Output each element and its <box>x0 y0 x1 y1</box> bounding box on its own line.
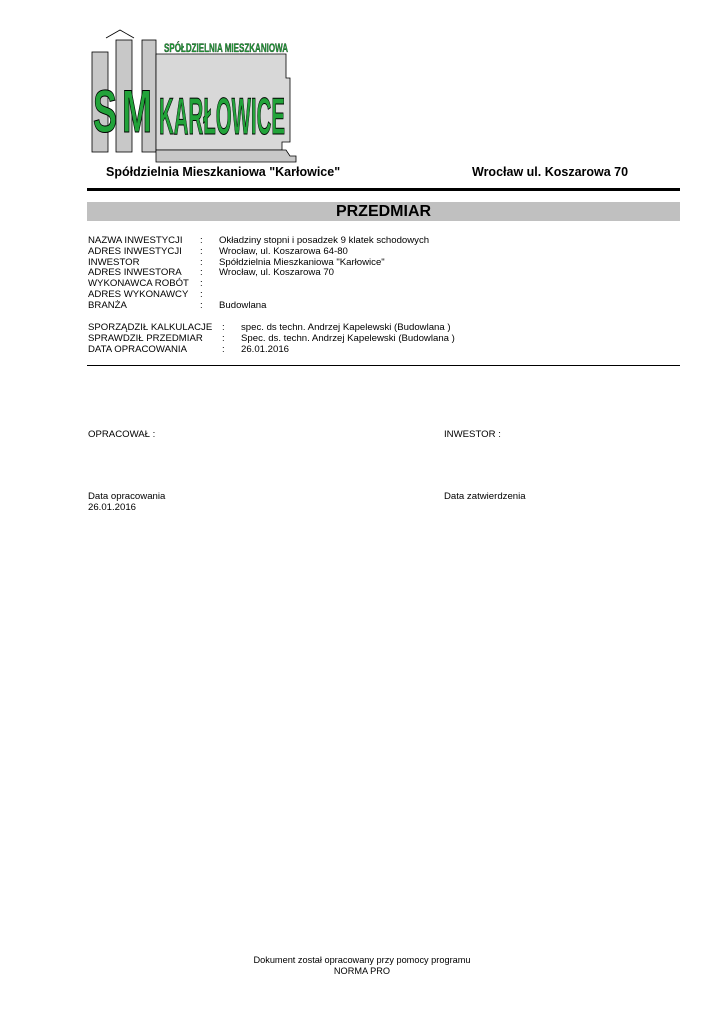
logo-letter-s: S <box>93 78 117 145</box>
info-separator: : <box>222 322 225 333</box>
info-label: ADRES INWESTYCJI <box>88 245 182 257</box>
info-label: WYKONAWCA ROBÓT <box>88 278 189 290</box>
investor-label: INWESTOR : <box>444 429 501 440</box>
info-separator: : <box>200 278 203 290</box>
footer-line: Dokument został opracowany przy pomocy programu <box>253 955 471 965</box>
investment-info <box>88 236 429 312</box>
logo-name: KARŁOWICE <box>159 88 285 146</box>
date-prepared-value: 26.01.2016 <box>88 502 137 513</box>
logo-top-text: SPÓŁDZIELNIA MIESZKANIOWA <box>164 41 350 55</box>
company-name: Spółdzielnia Mieszkaniowa "Karłowice" <box>106 165 341 179</box>
page-title: PRZEDMIAR <box>87 202 680 221</box>
info-label: NAZWA INWESTYCJI <box>88 235 183 246</box>
company-logo <box>86 30 350 166</box>
info-value: Wrocław, ul. Koszarowa 64-80 <box>219 245 348 257</box>
date-prepared-label: Data opracowania <box>88 491 166 502</box>
info-separator: : <box>200 256 203 268</box>
info-separator: : <box>222 332 225 344</box>
info-label: ADRES INWESTORA <box>88 267 182 279</box>
info-value: Budowlana <box>219 299 267 311</box>
info-label: BRANŻA <box>88 299 127 311</box>
info-label: ADRES WYKONAWCY <box>88 288 189 300</box>
info-label: SPRAWDZIŁ PRZEDMIAR <box>88 332 203 344</box>
info-separator: : <box>200 288 203 300</box>
info-separator: : <box>222 343 225 355</box>
footer-note <box>0 955 724 977</box>
info-value: Spółdzielnia Mieszkaniowa "Karłowice" <box>219 256 385 268</box>
date-approved-label: Data zatwierdzenia <box>444 491 526 502</box>
info-value: Okładziny stopni i posadzek 9 klatek schodowych <box>219 235 430 246</box>
footer-line: NORMA PRO <box>333 965 391 976</box>
info-label: INWESTOR <box>88 256 140 268</box>
info-label: DATA OPRACOWANIA <box>88 343 187 355</box>
info-separator: : <box>200 299 203 311</box>
logo-letter-m: M <box>122 78 152 145</box>
prepared-info <box>88 323 455 355</box>
prepared-by-label: OPRACOWAŁ : <box>88 429 156 440</box>
info-row <box>88 345 455 356</box>
info-row <box>88 301 429 312</box>
info-value: spec. ds techn. Andrzej Kapelewski (Budowlana ) <box>241 322 451 333</box>
section-divider <box>87 365 680 366</box>
info-value: 26.01.2016 <box>241 343 290 355</box>
info-separator: : <box>200 235 203 246</box>
info-label: SPORZĄDZIŁ KALKULACJE <box>88 322 213 333</box>
header-divider <box>87 188 680 191</box>
info-value: Wrocław, ul. Koszarowa 70 <box>219 267 334 279</box>
info-row <box>88 334 455 345</box>
info-separator: : <box>200 267 203 279</box>
info-value: Spec. ds. techn. Andrzej Kapelewski (Budowlana ) <box>241 332 455 344</box>
info-row <box>88 247 429 258</box>
info-separator: : <box>200 245 203 257</box>
company-address: Wrocław ul. Koszarowa 70 <box>472 165 629 179</box>
